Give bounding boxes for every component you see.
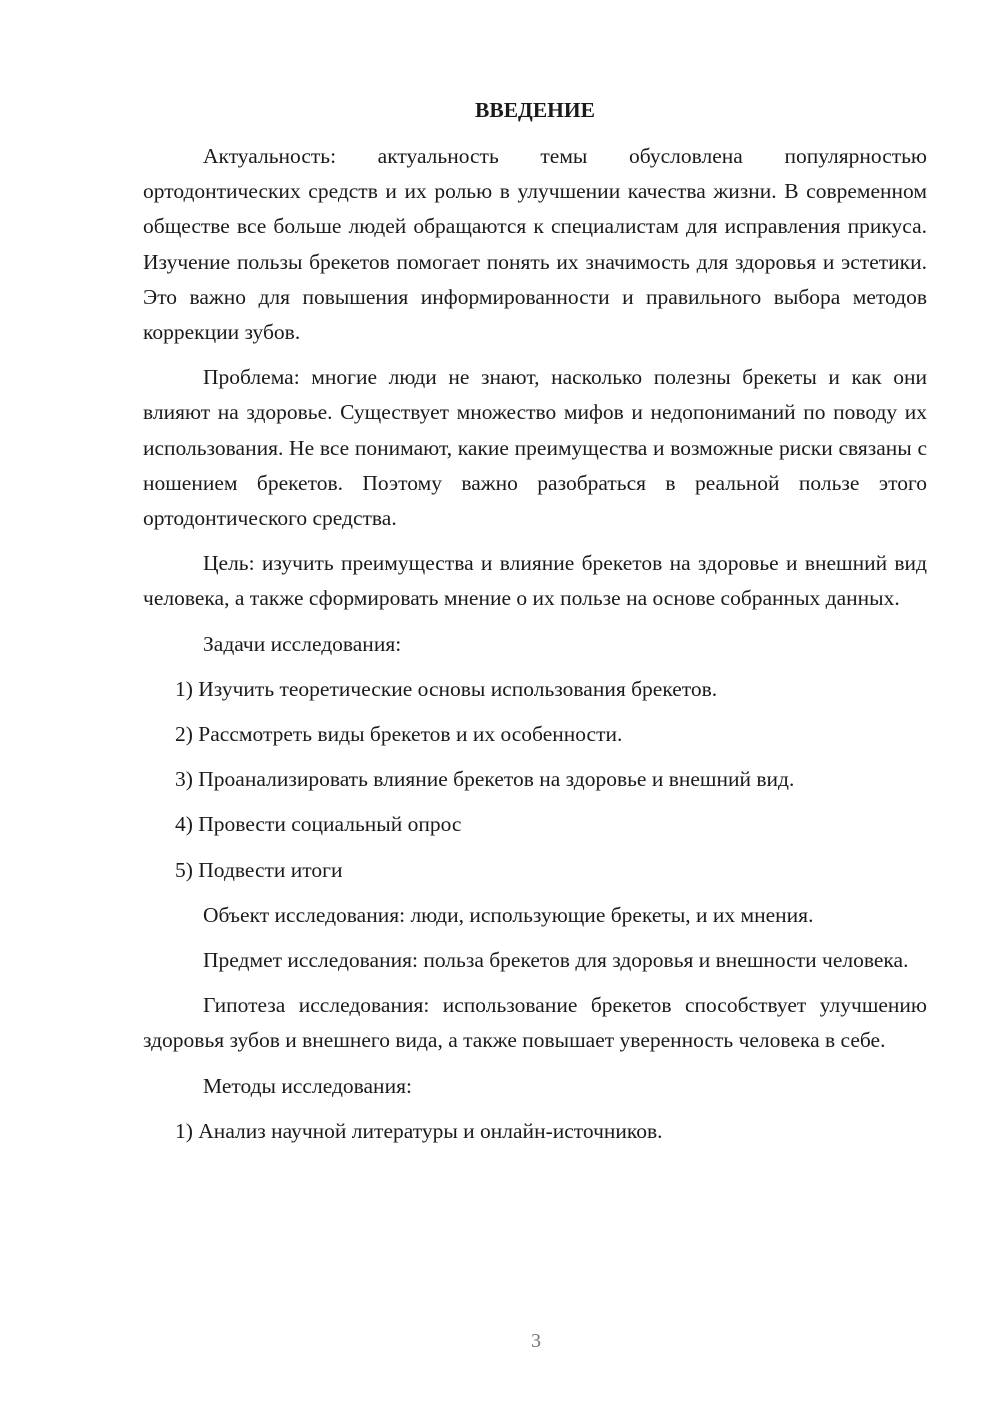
- object-paragraph: Объект исследования: люди, использующие брекеты, и их мнения.: [203, 902, 814, 927]
- methods-heading: Методы исследования:: [203, 1073, 412, 1098]
- list-item: 4) Провести социальный опрос: [175, 812, 462, 837]
- relevance-paragraph: Актуальность: актуальность темы обусловлена популярностью ортодонтических средств и их ролью в улучшении качества жизни. В современном обществе все больше людей обращаются к специалистам для исправления прикуса. Изучение пользы брекетов помогает понять их значимость для здоровья и эстетики. Это важно для повышения информированности и правильного выбора методов коррекции зубов.: [143, 144, 927, 345]
- list-item: 1) Изучить теоретические основы использования брекетов.: [175, 676, 718, 701]
- tasks-list: [143, 672, 927, 888]
- hypothesis-paragraph: Гипотеза исследования: использование брекетов способствует улучшению здоровья зубов и внешнего вида, а также повышает уверенность человека в себе.: [143, 993, 927, 1053]
- problem-paragraph: Проблема: многие люди не знают, насколько полезны брекеты и как они влияют на здоровье. Существует множество мифов и недопониманий по поводу их использования. Не все понимают, какие преимущества и возможные риски связаны с ношением брекетов. Поэтому важно разобраться в реальной пользе этого ортодонтического средства.: [143, 365, 927, 531]
- list-item: 1) Анализ научной литературы и онлайн-источников.: [175, 1118, 663, 1143]
- list-item: 3) Проанализировать влияние брекетов на здоровье и внешний вид.: [175, 767, 795, 792]
- tasks-heading: Задачи исследования:: [203, 631, 402, 656]
- list-item: 2) Рассмотреть виды брекетов и их особенности.: [175, 722, 623, 747]
- list-item: 5) Подвести итоги: [175, 857, 343, 882]
- document-page: [143, 90, 927, 1159]
- goal-paragraph: Цель: изучить преимущества и влияние брекетов на здоровье и внешний вид человека, а также сформировать мнение о их пользе на основе собранных данных.: [143, 551, 927, 611]
- subject-paragraph: Предмет исследования: польза брекетов для здоровья и внешности человека.: [203, 948, 909, 973]
- page-title: ВВЕДЕНИЕ: [475, 98, 595, 122]
- page-number: 3: [531, 1330, 541, 1352]
- methods-list: [143, 1114, 927, 1149]
